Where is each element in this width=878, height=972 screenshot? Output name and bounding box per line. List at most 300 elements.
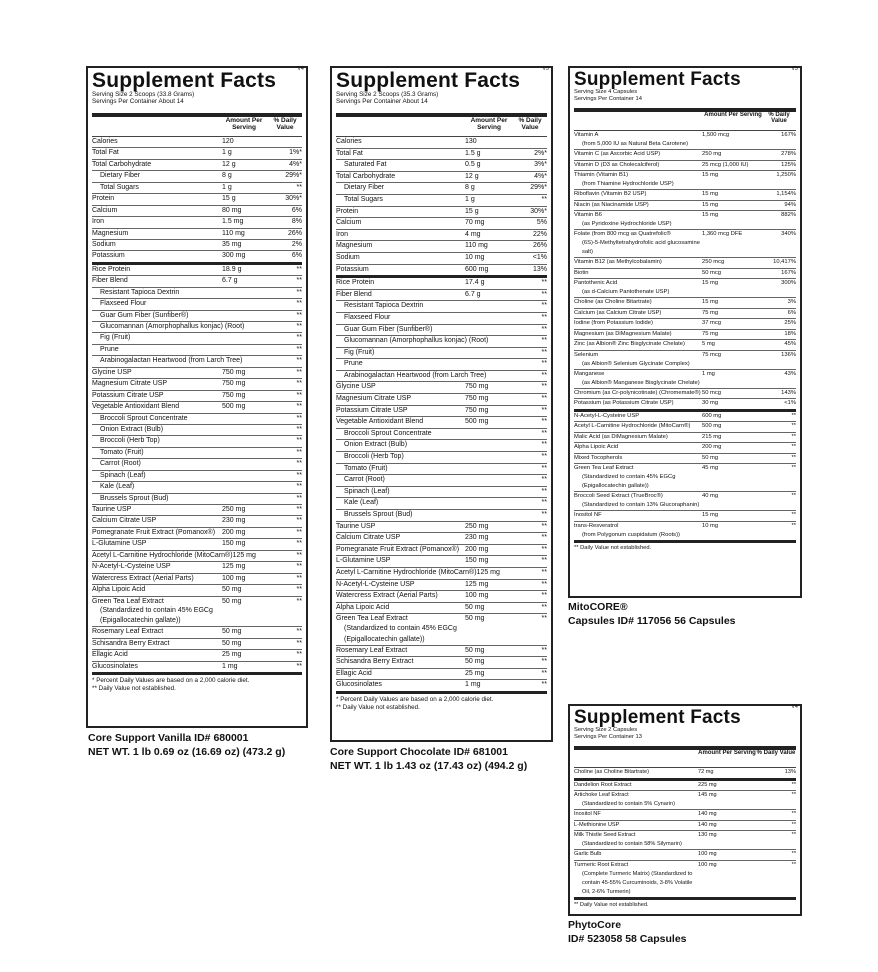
daily-value: 1%* bbox=[289, 149, 302, 157]
nutrient-note: (as Pyridoxine Hydrochloride USP) bbox=[582, 221, 672, 227]
daily-value: ** bbox=[791, 821, 796, 828]
nutrient-name: Schisandra Berry Extract bbox=[92, 639, 170, 647]
nutrient-name: Rice Protein bbox=[336, 279, 375, 287]
daily-value: <1% bbox=[784, 400, 796, 406]
nutrient-row bbox=[336, 278, 547, 290]
nutrient-name: Vegetable Antioxidant Blend bbox=[92, 403, 180, 411]
nutrient-row bbox=[336, 149, 547, 161]
nutrient-row bbox=[336, 265, 547, 279]
nutrient-row bbox=[92, 217, 302, 228]
nutrient-row bbox=[336, 241, 547, 253]
nutrient-name: Vitamin C (as Ascorbic Acid USP) bbox=[574, 151, 661, 157]
daily-value: ** bbox=[541, 429, 547, 437]
amount-value: 130 mg bbox=[698, 832, 717, 838]
daily-value: ** bbox=[296, 528, 302, 536]
daily-value: 340% bbox=[781, 231, 796, 237]
daily-value-header: % Daily Value bbox=[273, 117, 297, 131]
nutrient-row bbox=[92, 368, 302, 379]
nutrient-row bbox=[574, 269, 796, 280]
panel-title: Supplement Facts V3 bbox=[574, 66, 798, 90]
nutrient-name: Green Tea Leaf Extract (Standardized to contain 45% EGCg (Epigallocatechin gallate)) bbox=[336, 614, 465, 644]
nutrient-row bbox=[574, 850, 796, 861]
amount-header: Amount Per Serving bbox=[225, 117, 263, 131]
amount-value: 5 mg bbox=[702, 341, 715, 347]
nutrient-name: Calcium (as Calcium Citrate USP) bbox=[574, 309, 662, 316]
daily-value: ** bbox=[541, 603, 547, 611]
panel-title: Supplement Facts V5 bbox=[336, 66, 549, 92]
amount-value: 15 mg bbox=[702, 201, 719, 208]
amount-value: 110 mg bbox=[222, 229, 245, 237]
daily-value: ** bbox=[296, 448, 302, 456]
daily-value: ** bbox=[791, 433, 796, 440]
daily-value: ** bbox=[296, 540, 302, 548]
amount-value: 1,360 mcg DFE bbox=[702, 231, 743, 237]
daily-value: ** bbox=[296, 597, 302, 605]
amount-value: 15 mg bbox=[702, 512, 719, 518]
nutrient-name: Watercress Extract (Aerial Parts) bbox=[92, 574, 194, 582]
daily-value: 26% bbox=[532, 242, 547, 250]
nutrient-name: Biotin bbox=[574, 269, 589, 276]
nutrient-row bbox=[92, 206, 302, 217]
nutrient-name: Glucomannan (Amorphophallus konjac) (Root) bbox=[344, 337, 489, 345]
nutrient-row bbox=[92, 379, 302, 390]
nutrient-note: (Complete Turmeric Matrix) (Standardized to contain 45-55% Curcuminoids, 3-8% Volatile Oil, 2-6% Turmerin) bbox=[582, 870, 693, 895]
amount-value: 1 mg bbox=[702, 370, 715, 377]
nutrient-row bbox=[92, 240, 302, 251]
nutrient-name: Taurine USP bbox=[92, 506, 132, 513]
amount-value: 50 mg bbox=[222, 597, 242, 605]
amount-value: 750 mg bbox=[465, 406, 489, 414]
daily-value: 6% bbox=[291, 252, 302, 260]
nutrient-name: Riboflavin (Vitamin B2 USP) bbox=[574, 191, 647, 197]
amount-value: 50 mg bbox=[702, 454, 719, 461]
nutrient-name: Magnesium bbox=[336, 242, 373, 250]
daily-value: ** bbox=[296, 334, 302, 342]
amount-value: 215 mg bbox=[702, 433, 722, 440]
amount-value: 12 g bbox=[222, 160, 236, 168]
nutrient-name: Acetyl L-Carnitine Hydrochloride (MitoCarn®) bbox=[92, 551, 233, 559]
nutrient-name: Vegetable Antioxidant Blend bbox=[336, 418, 424, 426]
amount-value: 250 mg bbox=[702, 151, 722, 157]
nutrient-name: Saturated Fat bbox=[344, 161, 387, 169]
daily-value: ** bbox=[791, 512, 796, 518]
nutrient-name: L-Glutamine USP bbox=[92, 540, 147, 548]
nutrient-row bbox=[336, 680, 547, 694]
daily-value: ** bbox=[541, 337, 547, 345]
nutrient-name: Arabinogalactan Heartwood (from Larch Tree) bbox=[344, 371, 487, 379]
nutrient-name: Magnesium Citrate USP bbox=[336, 395, 412, 403]
amount-value: 250 mg bbox=[465, 522, 489, 530]
nutrient-name: Watercress Extract (Aerial Parts) bbox=[336, 592, 438, 600]
nutrient-row bbox=[336, 440, 547, 452]
serving-info: Serving Size 4 Capsules Servings Per Container 14 bbox=[574, 89, 642, 102]
nutrient-row bbox=[92, 639, 302, 650]
nutrient-row bbox=[336, 394, 547, 406]
daily-value: ** bbox=[296, 380, 302, 388]
nutrient-name: Resistant Tapioca Dextrin bbox=[100, 288, 180, 296]
amount-value: 100 mg bbox=[698, 861, 717, 868]
nutrient-note: (from Thiamine Hydrochloride USP) bbox=[582, 181, 674, 187]
column-header bbox=[574, 746, 796, 768]
nutrient-name: Calcium Citrate USP bbox=[92, 517, 157, 525]
amount-value: 30 mg bbox=[702, 400, 719, 406]
serving-info: Serving Size 2 Scoops (33.8 Grams) Servings Per Container About 14 bbox=[92, 91, 195, 105]
nutrient-row bbox=[336, 464, 547, 476]
amount-value: 500 mg bbox=[702, 423, 722, 429]
daily-value: ** bbox=[296, 414, 302, 422]
column-header bbox=[92, 113, 302, 137]
daily-value: 45% bbox=[784, 341, 796, 347]
nutrient-name: Turmeric Root Extract (Complete Turmeric Matrix) (Standardized to contain 45-55% Curcuminoids, 3-8% Volatile Oil, 2-6% Turmerin) bbox=[574, 861, 698, 897]
daily-value: ** bbox=[541, 580, 547, 588]
daily-value: 2%* bbox=[534, 149, 547, 157]
amount-value: 50 mg bbox=[465, 658, 485, 666]
nutrient-name: Pantothenic Acid (as d-Calcium Pantothenate USP) bbox=[574, 279, 702, 297]
nutrient-list bbox=[574, 131, 796, 543]
nutrient-name: Dietary Fiber bbox=[100, 172, 141, 180]
nutrient-name: Malic Acid (as DiMagnesium Malate) bbox=[574, 433, 668, 440]
amount-value: 750 mg bbox=[465, 395, 489, 403]
amount-value: 1.5 g bbox=[465, 149, 481, 157]
amount-value: 300 mg bbox=[222, 252, 246, 260]
nutrient-row bbox=[92, 171, 302, 182]
nutrient-name: Tomato (Fruit) bbox=[344, 464, 388, 472]
nutrient-name: Mixed Tocopherols bbox=[574, 454, 623, 461]
daily-value: 29%* bbox=[530, 184, 547, 192]
daily-value: ** bbox=[791, 781, 796, 788]
nutrient-row bbox=[336, 195, 547, 207]
nutrient-name: Tomato (Fruit) bbox=[100, 448, 144, 456]
nutrient-name: Iodine (from Potassium Iodide) bbox=[574, 320, 653, 326]
amount-value: 12 g bbox=[465, 172, 479, 180]
nutrient-row bbox=[92, 505, 302, 516]
nutrient-name: N-Acetyl-L-Cysteine USP bbox=[574, 412, 640, 419]
amount-value: 600 mg bbox=[465, 265, 489, 273]
amount-value: 50 mcg bbox=[702, 389, 722, 396]
nutrient-name: Calcium bbox=[336, 219, 362, 227]
nutrient-name: Glycine USP bbox=[336, 383, 376, 391]
nutrient-row bbox=[92, 528, 302, 539]
nutrient-row bbox=[574, 399, 796, 412]
daily-value: ** bbox=[296, 551, 302, 559]
amount-value: 0.5 g bbox=[465, 161, 481, 169]
nutrient-row bbox=[336, 183, 547, 195]
daily-value: ** bbox=[541, 371, 547, 379]
nutrient-name: Choline (as Choline Bitartrate) bbox=[574, 299, 652, 305]
daily-value: ** bbox=[541, 418, 547, 426]
daily-value: ** bbox=[541, 568, 547, 576]
daily-value: ** bbox=[791, 423, 796, 429]
nutrient-row bbox=[336, 371, 547, 383]
amount-value: 600 mg bbox=[702, 412, 722, 419]
daily-value: ** bbox=[296, 391, 302, 399]
nutrient-note: (from 5,000 IU as Natural Beta Carotene) bbox=[582, 141, 689, 147]
nutrient-name: N-Acetyl-L-Cysteine USP bbox=[336, 580, 415, 588]
daily-value: 167% bbox=[781, 132, 796, 138]
amount-value: 70 mg bbox=[465, 219, 485, 227]
nutrient-row bbox=[336, 301, 547, 313]
nutrient-row bbox=[574, 351, 796, 370]
daily-value: ** bbox=[296, 662, 302, 670]
nutrient-row bbox=[574, 131, 796, 150]
nutrient-name: Flaxseed Flour bbox=[344, 313, 391, 321]
nutrient-list bbox=[92, 137, 302, 675]
nutrient-row bbox=[336, 498, 547, 510]
nutrient-row bbox=[336, 429, 547, 441]
daily-value: 29%* bbox=[285, 172, 302, 180]
amount-value: 25 mcg (1,000 IU) bbox=[702, 161, 749, 168]
daily-value: ** bbox=[541, 290, 547, 298]
daily-value: 26% bbox=[287, 229, 302, 237]
amount-value: 18.9 g bbox=[222, 265, 242, 273]
daily-value: 2% bbox=[291, 240, 302, 248]
nutrient-row bbox=[336, 207, 547, 219]
nutrient-name: Alpha Lipoic Acid bbox=[92, 586, 146, 594]
amount-value: 25 mg bbox=[222, 651, 242, 659]
daily-value: ** bbox=[296, 460, 302, 468]
nutrient-name: Vitamin B12 (as Methylcobalamin) bbox=[574, 259, 662, 265]
nutrient-name: N-Acetyl-L-Cysteine USP bbox=[92, 563, 171, 571]
nutrient-row bbox=[574, 309, 796, 320]
nutrient-row bbox=[336, 522, 547, 534]
version-mark: V4 bbox=[791, 704, 798, 710]
nutrient-name: Rosemary Leaf Extract bbox=[336, 646, 408, 654]
nutrient-row bbox=[574, 279, 796, 298]
nutrient-row bbox=[336, 325, 547, 337]
nutrient-row bbox=[336, 230, 547, 242]
nutrient-name: Calcium bbox=[92, 206, 118, 214]
amount-value: 125 mg bbox=[465, 580, 489, 588]
amount-value: 750 mg bbox=[465, 383, 489, 391]
amount-value: 125 mg bbox=[222, 563, 246, 571]
daily-value: ** bbox=[296, 425, 302, 433]
nutrient-row bbox=[92, 183, 302, 194]
daily-value: 13% bbox=[532, 265, 547, 273]
amount-value: 100 mg bbox=[698, 851, 717, 857]
daily-value: ** bbox=[296, 437, 302, 445]
nutrient-name: trans-Resveratrol (from Polygonum cuspidatum (Roots)) bbox=[574, 522, 702, 540]
daily-value: ** bbox=[296, 183, 302, 191]
nutrient-row bbox=[574, 454, 796, 465]
nutrient-row bbox=[574, 464, 796, 492]
nutrient-note: (Standardized to contain 5% Cynarin) bbox=[582, 801, 675, 807]
nutrient-name: Guar Gum Fiber (Sunfiber®) bbox=[100, 311, 189, 319]
daily-value: ** bbox=[541, 325, 547, 333]
supplement-facts-panel-core-support-chocolate bbox=[330, 66, 553, 742]
daily-value: 278% bbox=[781, 151, 796, 157]
nutrient-name: Calcium Citrate USP bbox=[336, 534, 401, 542]
nutrient-name: Magnesium (as DiMagnesium Malate) bbox=[574, 330, 672, 337]
nutrient-note: (Standardized to contain 45% EGCg (Epigallocatechin gallate)) bbox=[582, 474, 676, 489]
nutrient-name: Iron bbox=[92, 218, 105, 226]
nutrient-row bbox=[336, 580, 547, 592]
daily-value: 143% bbox=[781, 389, 796, 396]
nutrient-row bbox=[336, 591, 547, 603]
nutrient-name: Iron bbox=[336, 230, 349, 238]
nutrient-row bbox=[92, 436, 302, 447]
nutrient-name: Total Fat bbox=[92, 149, 119, 157]
nutrient-name: Glycine USP bbox=[92, 368, 132, 376]
nutrient-name: Spinach (Leaf) bbox=[100, 471, 146, 479]
daily-value: ** bbox=[541, 499, 547, 507]
nutrient-name: Inositol NF bbox=[574, 512, 602, 518]
nutrient-row bbox=[574, 370, 796, 389]
amount-value: 1 mg bbox=[465, 681, 481, 689]
nutrient-name: Resistant Tapioca Dextrin bbox=[344, 302, 424, 310]
footnotes: ** Daily Value not established. bbox=[574, 901, 649, 908]
nutrient-row bbox=[336, 556, 547, 568]
nutrient-name: Prune bbox=[100, 345, 119, 353]
daily-value: 43% bbox=[784, 370, 796, 377]
daily-value: ** bbox=[541, 302, 547, 310]
footnotes: * Percent Daily Values are based on a 2,000 calorie diet. ** Daily Value not established. bbox=[92, 677, 250, 692]
amount-value: 72 mg bbox=[698, 769, 714, 775]
nutrient-name: Onion Extract (Bulb) bbox=[344, 441, 408, 449]
nutrient-name: Total Fat bbox=[336, 149, 363, 157]
product-caption-chocolate: Core Support Chocolate ID# 681001 NET WT. 1 lb 1.43 oz (17.43 oz) (494.2 g) bbox=[330, 746, 528, 772]
nutrient-row bbox=[336, 348, 547, 360]
nutrient-row bbox=[92, 414, 302, 425]
amount-value: 8 g bbox=[222, 172, 232, 180]
nutrient-name: Protein bbox=[92, 195, 115, 203]
nutrient-row bbox=[574, 810, 796, 821]
amount-value: 140 mg bbox=[698, 811, 717, 817]
amount-value: 1.5 mg bbox=[222, 218, 244, 226]
amount-value: 100 mg bbox=[465, 592, 489, 600]
nutrient-name: Milk Thistle Seed Extract (Standardized to contain 58% Silymarin) bbox=[574, 831, 698, 849]
nutrient-name: Glucosinolates bbox=[336, 681, 382, 689]
amount-value: 1 g bbox=[222, 149, 232, 157]
nutrient-row bbox=[574, 230, 796, 258]
nutrient-name: Glucomannan (Amorphophallus konjac) (Root) bbox=[100, 323, 245, 330]
nutrient-note: (6S)-5-Methyltetrahydrofolic acid glucosamine salt) bbox=[582, 240, 700, 255]
serving-info: Serving Size 2 Scoops (35.3 Grams) Servings Per Container About 14 bbox=[336, 91, 439, 105]
daily-value: ** bbox=[541, 487, 547, 495]
amount-value: 500 mg bbox=[465, 418, 489, 426]
daily-value: ** bbox=[296, 288, 302, 296]
daily-value: ** bbox=[541, 406, 547, 414]
nutrient-name: Spinach (Leaf) bbox=[344, 487, 390, 495]
daily-value: 25% bbox=[784, 320, 796, 326]
amount-value: 50 mg bbox=[222, 639, 242, 647]
nutrient-name: Fig (Fruit) bbox=[344, 348, 375, 356]
nutrient-row bbox=[336, 603, 547, 615]
nutrient-note: (Standardized to contain 45% EGCg (Epigallocatechin gallate)) bbox=[344, 625, 457, 643]
nutrient-row bbox=[92, 333, 302, 344]
amount-value: 150 mg bbox=[222, 540, 246, 548]
nutrient-row bbox=[574, 330, 796, 341]
nutrient-name: Dietary Fiber bbox=[344, 184, 385, 192]
daily-value: ** bbox=[296, 628, 302, 636]
nutrient-row bbox=[574, 492, 796, 511]
amount-value: 125 mg bbox=[232, 551, 256, 559]
nutrient-row bbox=[92, 137, 302, 148]
daily-value: ** bbox=[296, 368, 302, 376]
nutrient-name: Fig (Fruit) bbox=[100, 334, 131, 342]
daily-value: 125% bbox=[781, 161, 796, 168]
nutrient-row bbox=[574, 522, 796, 543]
daily-value: 167% bbox=[781, 269, 796, 276]
daily-value: ** bbox=[296, 265, 302, 273]
daily-value: ** bbox=[791, 522, 796, 529]
nutrient-name: Vitamin D (D3 as Cholecalciferol) bbox=[574, 161, 660, 168]
amount-value: 75 mg bbox=[702, 309, 719, 316]
amount-value: 200 mg bbox=[222, 528, 246, 536]
daily-value: ** bbox=[296, 517, 302, 525]
amount-value: 50 mg bbox=[465, 615, 485, 623]
nutrient-row bbox=[336, 614, 547, 645]
nutrient-row bbox=[92, 650, 302, 661]
nutrient-note: (as Albion® Manganese Bisglycinate Chelate) bbox=[582, 379, 700, 386]
nutrient-name: Rosemary Leaf Extract bbox=[92, 628, 164, 636]
daily-value: 1,154% bbox=[776, 191, 796, 197]
nutrient-row bbox=[92, 574, 302, 585]
nutrient-name: Garlic Bulb bbox=[574, 851, 602, 857]
version-mark: V5 bbox=[542, 66, 549, 72]
nutrient-row bbox=[336, 452, 547, 464]
daily-value: 4%* bbox=[289, 160, 302, 168]
nutrient-row bbox=[336, 487, 547, 499]
amount-value: 145 mg bbox=[698, 792, 717, 798]
amount-value: 1,500 mcg bbox=[702, 132, 730, 138]
nutrient-row bbox=[574, 831, 796, 850]
nutrient-row bbox=[92, 160, 302, 171]
amount-value: 15 g bbox=[465, 207, 479, 215]
amount-value: 225 mg bbox=[698, 781, 717, 788]
amount-value: 6.7 g bbox=[465, 290, 481, 298]
daily-value: ** bbox=[541, 534, 547, 542]
nutrient-row bbox=[574, 511, 796, 522]
nutrient-row bbox=[336, 253, 547, 265]
nutrient-row bbox=[336, 137, 547, 149]
amount-value: 6.7 g bbox=[222, 277, 238, 285]
daily-value: ** bbox=[791, 832, 796, 838]
nutrient-row bbox=[574, 781, 796, 792]
amount-value: 75 mcg bbox=[702, 351, 722, 358]
nutrient-row bbox=[92, 662, 302, 675]
daily-value: 300% bbox=[781, 280, 796, 286]
amount-header: Amount Per Serving bbox=[698, 750, 756, 756]
daily-value: 5% bbox=[536, 219, 547, 227]
daily-value: ** bbox=[541, 511, 547, 518]
nutrient-row bbox=[574, 768, 796, 781]
nutrient-row bbox=[336, 417, 547, 429]
nutrient-name: Green Tea Leaf Extract (Standardized to contain 45% EGCg (Epigallocatechin gallate)) bbox=[92, 597, 222, 627]
nutrient-name: Onion Extract (Bulb) bbox=[100, 425, 164, 433]
nutrient-row bbox=[336, 568, 547, 580]
nutrient-row bbox=[336, 406, 547, 418]
nutrient-name: Broccoli Seed Extract (TrueBroc®) (Standardized to contain 13% Glucoraphanin) bbox=[574, 492, 702, 510]
amount-value: 80 mg bbox=[222, 206, 242, 214]
nutrient-name: Broccoli Sprout Concentrate bbox=[100, 414, 188, 422]
amount-value: 45 mg bbox=[702, 465, 719, 471]
amount-value: 750 mg bbox=[222, 391, 246, 399]
amount-value: 150 mg bbox=[465, 557, 489, 565]
nutrient-row bbox=[92, 597, 302, 628]
daily-value-header: % Daily Value bbox=[768, 112, 790, 124]
nutrient-name: Total Carbohydrate bbox=[336, 172, 396, 180]
amount-value: 10 mg bbox=[702, 522, 719, 529]
daily-value: ** bbox=[791, 454, 796, 461]
daily-value: ** bbox=[541, 279, 547, 287]
nutrient-name: Dandelion Root Extract bbox=[574, 781, 632, 788]
daily-value: ** bbox=[791, 444, 796, 450]
amount-value: 750 mg bbox=[222, 368, 246, 376]
nutrient-row bbox=[92, 229, 302, 240]
daily-value: ** bbox=[541, 476, 547, 484]
nutrient-row bbox=[336, 359, 547, 371]
footnotes: ** Daily Value not established. bbox=[574, 544, 652, 551]
